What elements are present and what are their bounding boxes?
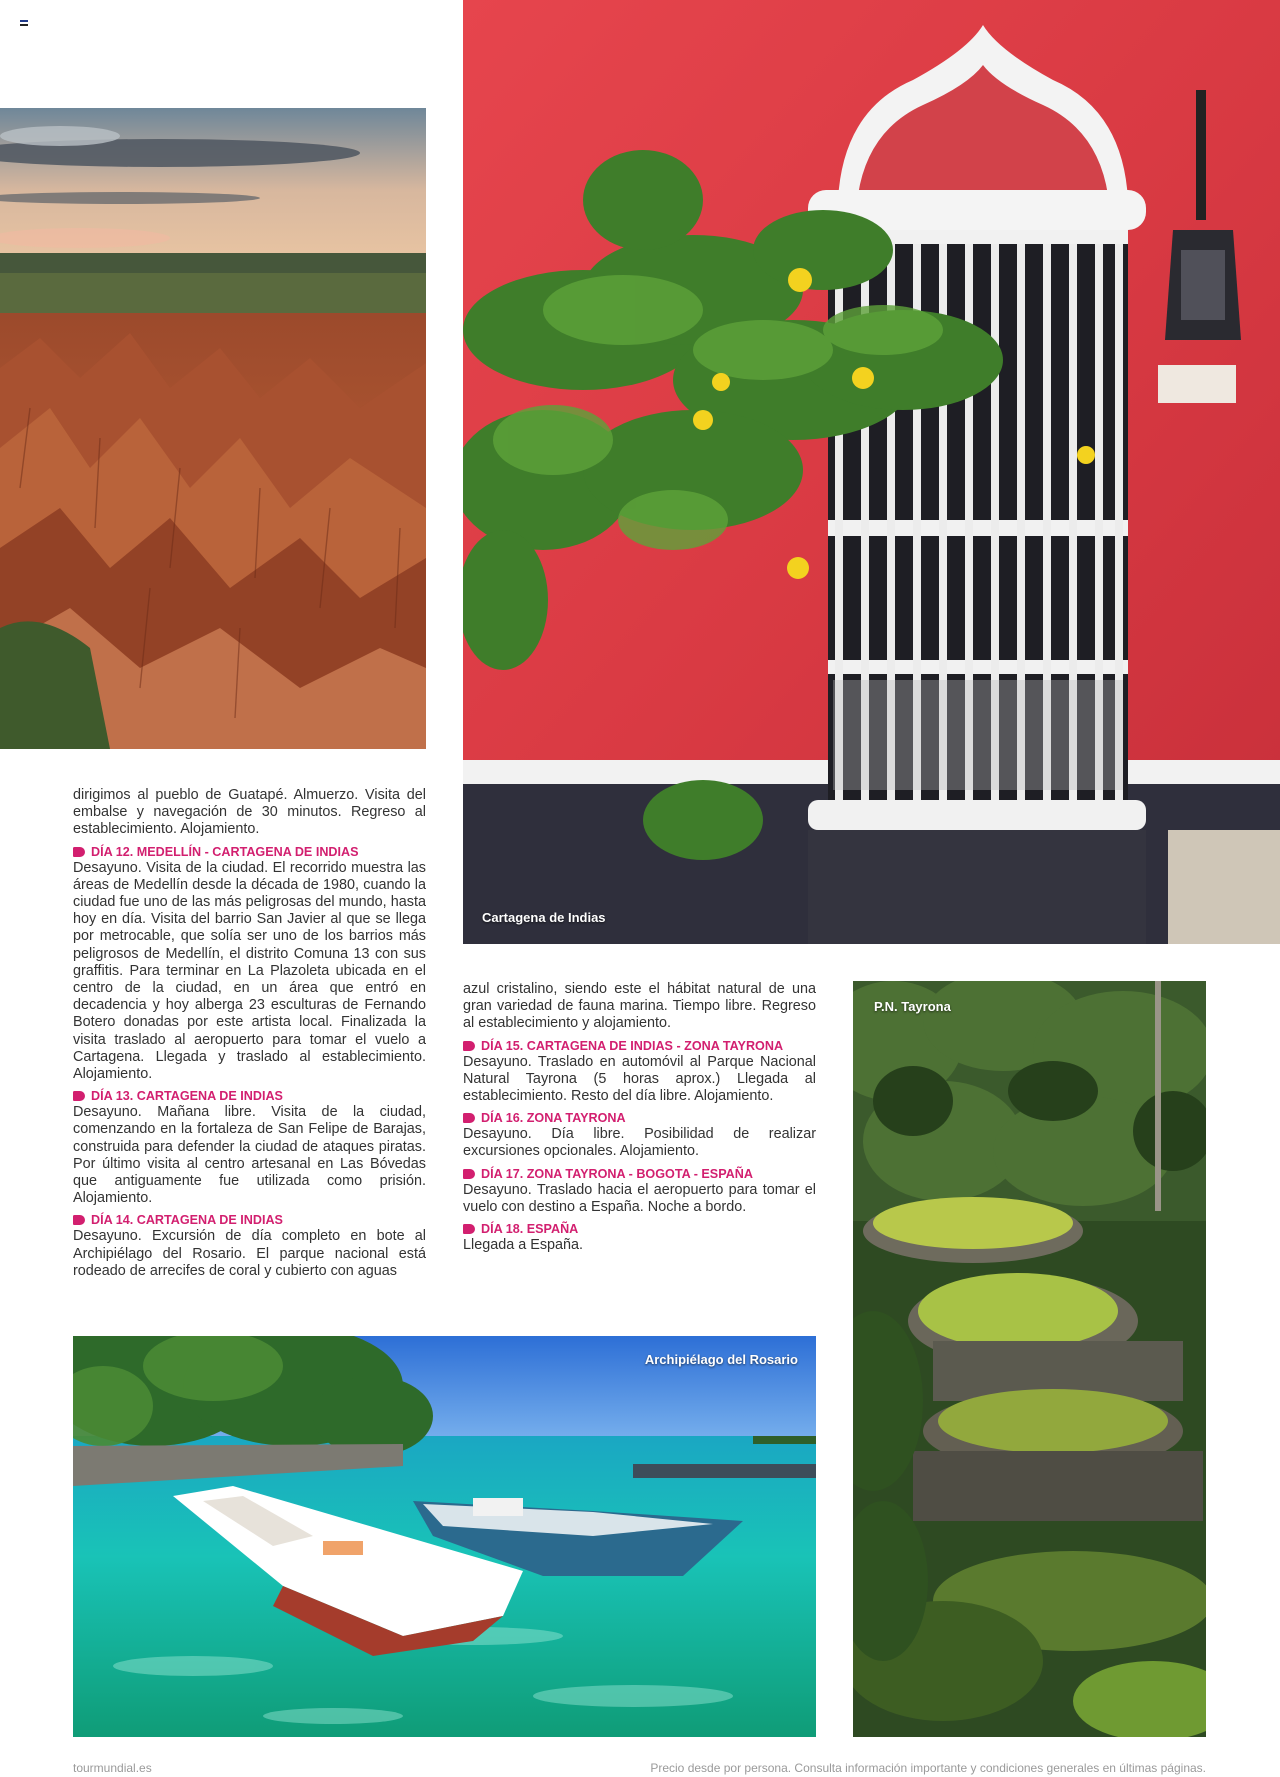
footer-disclaimer: Precio desde por persona. Consulta información importante y condiciones generales en últimas páginas. bbox=[650, 1761, 1206, 1775]
desert-photo bbox=[0, 108, 426, 749]
bullet-icon bbox=[73, 847, 85, 857]
day-heading: DÍA 13. CARTAGENA DE INDIAS bbox=[91, 1089, 283, 1104]
caption-rosario: Archipiélago del Rosario bbox=[644, 1352, 798, 1367]
day-text: Desayuno. Excursión de día completo en bote al Archipiélago del Rosario. El parque nacional está rodeado de arrecifes de coral y cubierto con aguas bbox=[73, 1228, 426, 1279]
bullet-icon bbox=[463, 1169, 475, 1179]
day-heading: DÍA 12. MEDELLÍN - CARTAGENA DE INDIAS bbox=[91, 844, 359, 859]
day-heading: DÍA 17. ZONA TAYRONA - BOGOTA - ESPAÑA bbox=[481, 1166, 753, 1181]
column2-intro: azul cristalino, siendo este el hábitat natural de una gran variedad de fauna marina. Tiempo libre. Regreso al establecimiento y alojamiento. bbox=[463, 981, 816, 1032]
day-text: Llegada a España. bbox=[463, 1237, 584, 1254]
day-text: Desayuno. Mañana libre. Visita de la ciudad, comenzando en la fortaleza de San Felipe de Barajas, construida para defender la ciudad de ataques piratas. Por último visita al centro artesanal en Las Bóvedas que antiguamente fue utilizada como prisión. Alojamiento. bbox=[73, 1104, 426, 1207]
day-heading: DÍA 16. ZONA TAYRONA bbox=[481, 1111, 626, 1126]
flag-icon bbox=[20, 20, 28, 26]
tayrona-photo bbox=[853, 981, 1206, 1737]
bullet-icon bbox=[463, 1224, 475, 1234]
bullet-icon bbox=[463, 1113, 475, 1123]
day-13 bbox=[73, 1088, 426, 1207]
bullet-icon bbox=[73, 1215, 85, 1225]
day-heading: DÍA 14. CARTAGENA DE INDIAS bbox=[91, 1213, 283, 1228]
column1-intro: dirigimos al pueblo de Guatapé. Almuerzo. Visita del embalse y navegación de 30 minutos. Regreso al establecimiento. Alojamiento. bbox=[73, 787, 426, 838]
day-18 bbox=[463, 1221, 816, 1254]
itinerary-column-1 bbox=[73, 787, 426, 1285]
footer-site-link[interactable]: tourmundial.es bbox=[73, 1761, 152, 1775]
bullet-icon bbox=[463, 1041, 475, 1051]
itinerary-column-2 bbox=[463, 981, 816, 1259]
day-text: Desayuno. Día libre. Posibilidad de realizar excursiones opcionales. Alojamiento. bbox=[463, 1126, 816, 1160]
day-heading: DÍA 18. ESPAÑA bbox=[481, 1222, 579, 1237]
day-text: Desayuno. Traslado hacia el aeropuerto para tomar el vuelo con destino a España. Noche a bordo. bbox=[463, 1181, 816, 1215]
day-15 bbox=[463, 1038, 816, 1106]
caption-cartagena: Cartagena de Indias bbox=[482, 910, 606, 925]
bullet-icon bbox=[73, 1091, 85, 1101]
day-heading: DÍA 15. CARTAGENA DE INDIAS - ZONA TAYRONA bbox=[481, 1038, 784, 1053]
cartagena-photo bbox=[463, 0, 1280, 944]
day-text: Desayuno. Traslado en automóvil al Parque Nacional Natural Tayrona (5 horas aprox.) Llegada al establecimiento. Resto del día libre. Alojamiento. bbox=[463, 1053, 816, 1105]
day-12 bbox=[73, 844, 426, 1084]
day-14 bbox=[73, 1212, 426, 1280]
day-17 bbox=[463, 1166, 816, 1216]
day-16 bbox=[463, 1110, 816, 1160]
rosario-photo bbox=[73, 1336, 816, 1737]
day-text: Desayuno. Visita de la ciudad. El recorrido muestra las áreas de Medellín desde la década de 1980, cuando la ciudad fue uno de las más peligrosas del mundo, hasta hoy en día. Visita del barrio San Javier al que se llega por metrocable, que solía ser uno de los barrios más peligrosos de Medellín, el distrito Comuna 13 con sus graffitis. Para terminar en La Plazoleta ubicada en el centro de la ciudad, en un área que entró en decadencia y hoy alberga 23 esculturas de Fernando Botero donadas por este artista local. Finalizada la visita traslado al aeropuerto para tomar el vuelo a Cartagena. Llegada y traslado al establecimiento. Alojamiento. bbox=[73, 859, 426, 1083]
caption-tayrona: P.N. Tayrona bbox=[874, 999, 951, 1014]
